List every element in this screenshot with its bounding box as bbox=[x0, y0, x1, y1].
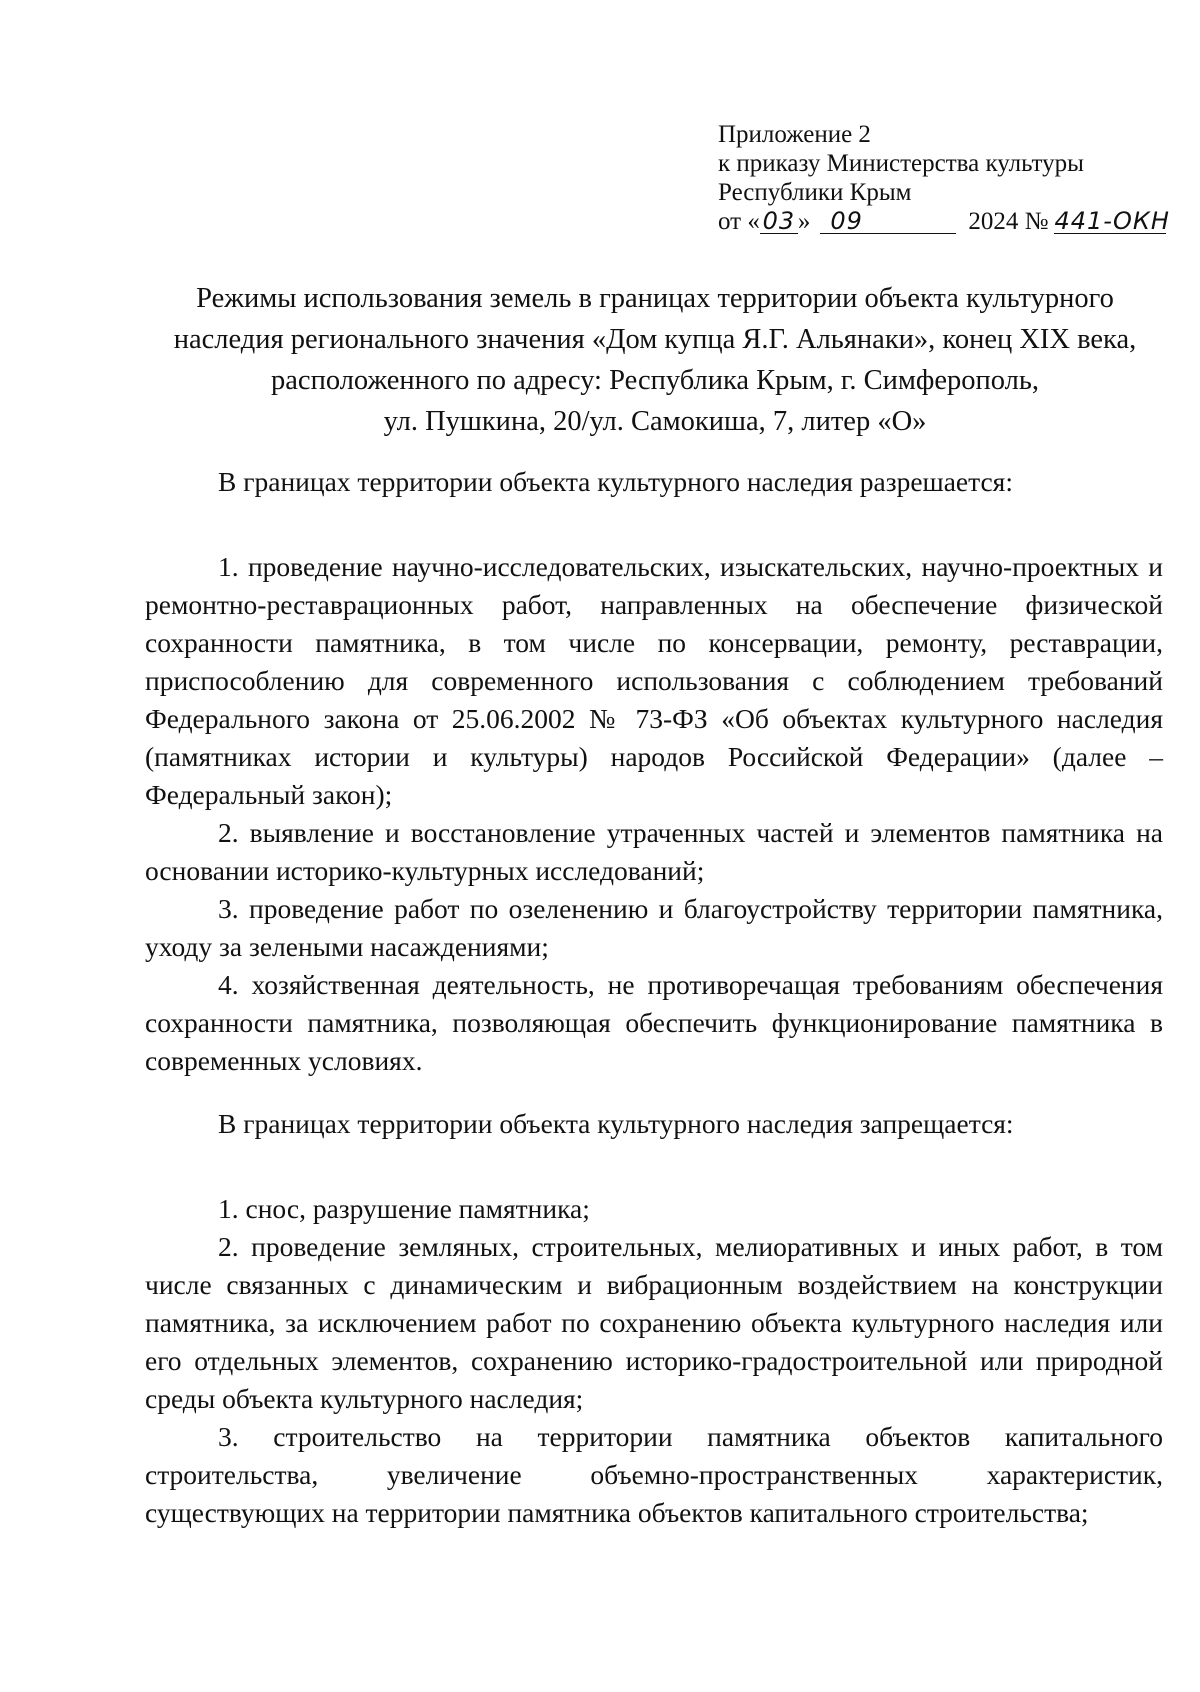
allowed-heading: В границах территории объекта культурного наследия разрешается: bbox=[218, 466, 1013, 497]
title-line-4: ул. Пушкина, 20/ул. Самокиша, 7, литер «О» bbox=[383, 406, 927, 437]
title-line-1: Режимы использования земель в границах территории объекта культурного bbox=[196, 283, 1114, 314]
appendix-ministry: Республики Крым bbox=[718, 179, 912, 206]
appendix-title: Приложение 2 bbox=[718, 121, 871, 148]
forbidden-item-2: 2. проведение земляных, строительных, мелиоративных и иных работ, в том числе связанных с динамическим и вибрационным воздействием на конструкции памятника, за исключением работ по сохранению объекта культурного наследия или его отдельных элементов, сохранению историко-градостроительной или природной среды объекта культурного наследия; bbox=[145, 1231, 1163, 1414]
appendix-header bbox=[718, 120, 1178, 236]
forbidden-item-1: 1. снос, разрушение памятника; bbox=[218, 1193, 590, 1224]
allowed-item-4: 4. хозяйственная деятельность, не противоречащая требованиям обеспечения сохранности памятника, позволяющая обеспечить функционирование памятника в современных условиях. bbox=[145, 969, 1163, 1076]
forbidden-heading: В границах территории объекта культурного наследия запрещается: bbox=[218, 1108, 1014, 1139]
allowed-item-1: 1. проведение научно-исследовательских, изыскательских, научно-проектных и ремонтно-реставрационных работ, направленных на обеспечение физической сохранности памятника, в том числе по консервации, ремонту, реставрации, приспособлению для современного использования с соблюдением требований Федерального закона от 25.06.2002 № 73-ФЗ «Об объектах культурного наследия (памятниках истории и культуры) народов Российской Федерации» (далее – Федеральный закон); bbox=[145, 551, 1163, 810]
title-line-2: наследия регионального значения «Дом купца Я.Г. Альянаки», конец XIX века, bbox=[173, 324, 1137, 355]
date-month-field: 09 bbox=[820, 209, 956, 234]
appendix-order-ref: к приказу Министерства культуры bbox=[718, 150, 1084, 177]
allowed-item-2: 2. выявление и восстановление утраченных частей и элементов памятника на основании историко-культурных исследований; bbox=[145, 817, 1163, 886]
date-prefix: от « bbox=[718, 208, 760, 235]
forbidden-list bbox=[145, 1190, 1163, 1532]
appendix-date-line bbox=[718, 207, 1178, 236]
date-day-field: 03 bbox=[760, 209, 798, 234]
title-line-3: расположенного по адресу: Республика Крым, г. Симферополь, bbox=[271, 365, 1039, 396]
forbidden-item-3: 3. строительство на территории памятника объектов капитального строительства, увеличение объемно-пространственных характеристик, существующих на территории памятника объектов капитального строительства; bbox=[145, 1421, 1163, 1528]
date-mid: » bbox=[797, 208, 811, 235]
allowed-list bbox=[145, 548, 1163, 1080]
order-number-field: 441-ОКН bbox=[1054, 207, 1170, 235]
allowed-item-3: 3. проведение работ по озеленению и благоустройству территории памятника, уходу за зелеными насаждениями; bbox=[145, 893, 1163, 962]
document-title bbox=[150, 278, 1160, 442]
date-year: 2024 № bbox=[968, 208, 1049, 235]
